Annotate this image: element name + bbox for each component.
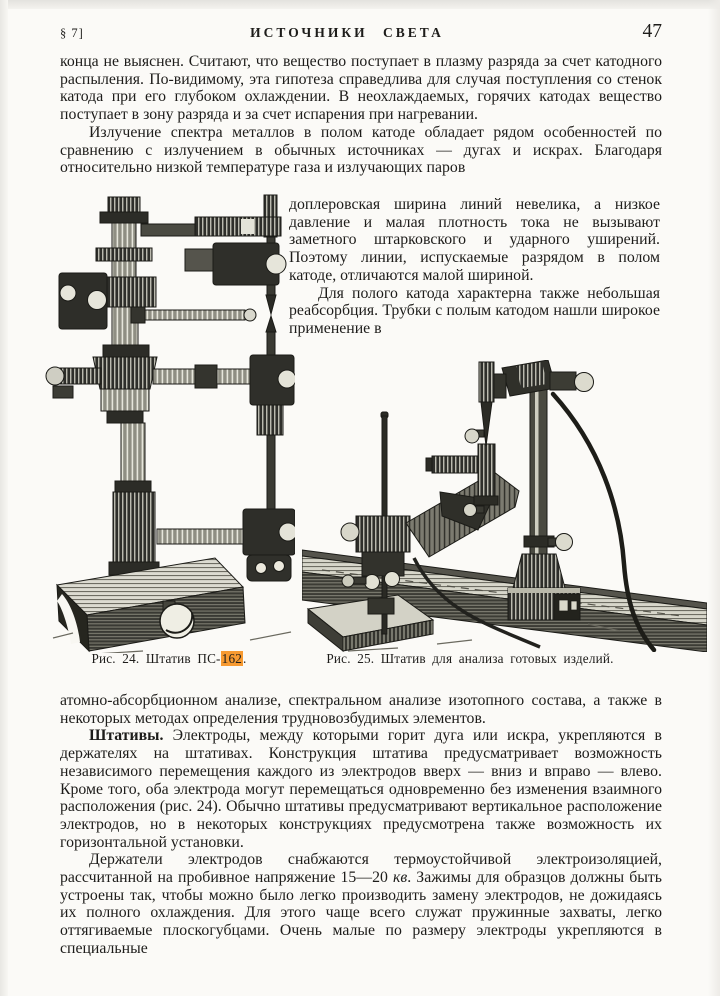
caption-text: Рис. 24. Штатив ПС- [91,651,221,666]
scan-edge-right [708,0,720,996]
text-block-bottom [60,692,662,958]
paragraph-6-body: Держатели электродов снабжаются термоустойчивой электроизоляцией, рассчитанной на пробивное напряжение 15—20 [60,851,662,887]
text-block-top [60,53,662,177]
caption-text: . [243,651,247,666]
paragraph-6-body: . Зажимы для образцов должны быть устроены так, чтобы можно было легко производить замену электродов, не дожидаясь их полного охлаждения. Для этого чаще всего служат пружинные захваты, легко оттягиваемые плоскогубцами. Очень малые по размеру электроды укрепляются в специальные [60,869,662,957]
scan-edge-left [0,0,8,996]
paragraph-2-wrapped: доплеровская ширина линий невелика, а низкое давление и малая плотность тока не вызывают заметного штарковского и ударного уширений. Поэтому линии, испускаемые разрядом в полом катоде, отличаются малой шириной. [289,196,660,284]
figure-24-illustration [45,193,295,653]
unit-kv: кв [392,869,408,887]
paragraph-1: конца не выяснен. Считают, что вещество поступает в плазму разряда за счет катодного распыления. По-видимому, эта гипотеза справедлива для случая поступления со стенок катода при его глубоком охлаждении. В неохлаждаемых, горячих катодах вещество поступает в зону разряда и за счет испарения при нагревании. [60,53,662,124]
paragraph-5-body: Электроды, между которыми горит дуга или искра, укрепляются в держателях на штативах. Конструкция штатива предусматривает возможность независимого перемещения каждого из электродов вверх — вниз и вправо — влево. Кроме того, оба электрода могут перемещаться одновременно без изменения взаимного расположения (рис. 24). Обычно штативы предусматривают вертикальное расположение электродов, но в некоторых конструкциях предусмотрена также возможность их горизонтальной установки. [60,727,662,851]
text-block-wrap-right [289,196,660,338]
bench-drawing [302,360,707,652]
running-title: ИСТОЧНИКИ СВЕТА [250,25,444,40]
caption-text: Рис. 25. Штатив для анализа готовых изделий. [326,651,614,666]
stand-drawing [46,195,295,651]
figure-25-illustration [302,360,707,652]
scan-edge-top [0,0,720,9]
paragraph-6 [60,851,662,957]
figure-25-caption [293,651,647,667]
paragraph-5-lead: Штативы. [89,727,164,745]
page-number: 47 [642,21,662,42]
paragraph-2-fullwidth: Излучение спектра металлов в полом катоде обладает рядом особенностей по сравнению с излучением в обычных источниках — дугах и искрах. Благодаря относительно низкой температуре газа и излучающих паров [60,123,662,177]
search-highlight: 162 [221,651,243,666]
paragraph-3: Для полого катода характерна также небольшая реабсорбция. Трубки с полым катодом нашли широкое применение в [289,284,660,337]
running-header [60,21,662,43]
paragraph-4: атомно-абсорбционном анализе, спектральном анализе изотопного состава, а также в некоторых методах определения трудновозбудимых элементов. [60,692,662,727]
section-marker: § 7] [60,26,84,40]
paragraph-5 [60,727,662,851]
figure-24-caption [40,651,298,667]
